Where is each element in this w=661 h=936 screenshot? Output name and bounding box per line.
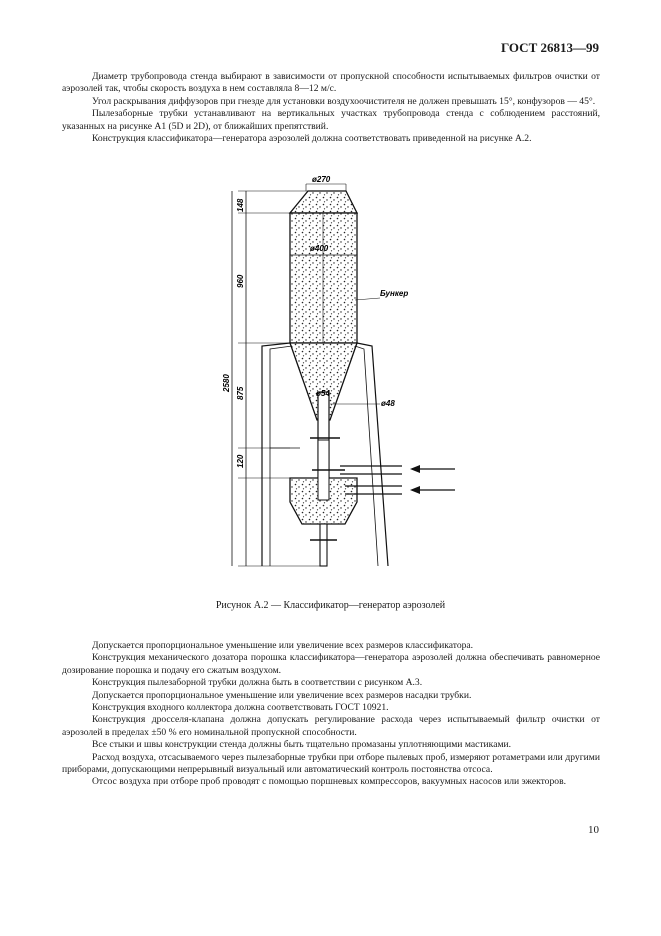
paragraph: Пылезаборные трубки устанавливают на вертикальных участках трубопровода стенда с соблюдением расстояний, указанных на рисунке А1 (5D и 2D), от ближайших препятствий. xyxy=(62,108,600,132)
paragraph: Расход воздуха, отсасываемого через пылезаборные трубки при отборе пылевых проб, измеряют ротаметрами или другими приборами, допускающими непрерывный визуальный или автоматический контроль постоянства отсоса. xyxy=(62,751,600,776)
dim-height-875: 875 xyxy=(236,386,245,400)
dim-pipe-diameter: ø48 xyxy=(381,399,395,408)
paragraph: Все стыки и швы конструкции стенда должны быть тщательно промазаны уплотняющими мастиками. xyxy=(92,739,512,751)
label-bunker: Бункер xyxy=(380,289,409,298)
dim-top-diameter: ø270 xyxy=(312,175,331,184)
dim-height-148: 148 xyxy=(236,198,245,212)
paragraph: Диаметр трубопровода стенда выбирают в зависимости от пропускной способности испытываемых фильтров очистки от аэрозолей так, чтобы скорость воздуха в нем составляла 8—12 м/с. xyxy=(62,71,600,95)
paragraph: Отсос воздуха при отборе проб проводят с помощью поршневых компрессоров, вакуумных насосов или эжекторов. xyxy=(92,776,566,788)
dim-height-960: 960 xyxy=(236,274,245,288)
paragraph: Конструкция дросселя-клапана должна допускать регулирование расхода через испытываемый фильтр очистки от аэрозолей в пределах ±50 % его номинальной пропускной способности. xyxy=(62,714,600,738)
right-leg xyxy=(357,343,388,566)
dim-height-120: 120 xyxy=(236,454,245,468)
paragraph: Конструкция классификатора—генератора аэрозолей должна соответствовать приведенной на рисунке А.2. xyxy=(92,133,532,145)
bottom-text-block xyxy=(62,640,600,789)
bottom-shaft xyxy=(320,524,327,566)
paragraph: Конструкция входного коллектора должна соответствовать ГОСТ 10921. xyxy=(92,702,389,714)
standard-header: ГОСТ 26813—99 xyxy=(500,40,599,55)
dim-height-total: 2580 xyxy=(222,374,231,392)
top-cone xyxy=(290,191,357,213)
left-leg xyxy=(262,343,290,566)
paragraph: Допускается пропорциональное уменьшение или увеличение всех размеров насадки трубки. xyxy=(92,689,472,701)
bunker-cylinder xyxy=(290,213,357,343)
paragraph: Конструкция механического дозатора порошка классификатора—генератора аэрозолей должна обеспечивать равномерное дозирование порошка и подачу его сжатым воздухом. xyxy=(62,652,600,676)
page-number: 10 xyxy=(588,824,599,836)
dim-small-diameter: ø54 xyxy=(316,389,330,398)
paragraph: Угол раскрывания диффузоров при гнезде для установки воздухоочистителя не должен превышать 15°, конфузоров — 45°. xyxy=(92,95,596,107)
figure-caption: Рисунок А.2 — Классификатор—генератор аэрозолей xyxy=(215,600,446,611)
paragraph: Конструкция пылезаборной трубки должна быть в соответствии с рисунком А.3. xyxy=(92,677,423,689)
paragraph: Допускается пропорциональное уменьшение или увеличение всех размеров классификатора. xyxy=(92,640,474,651)
dim-inner-diameter: ø400 xyxy=(310,244,329,253)
